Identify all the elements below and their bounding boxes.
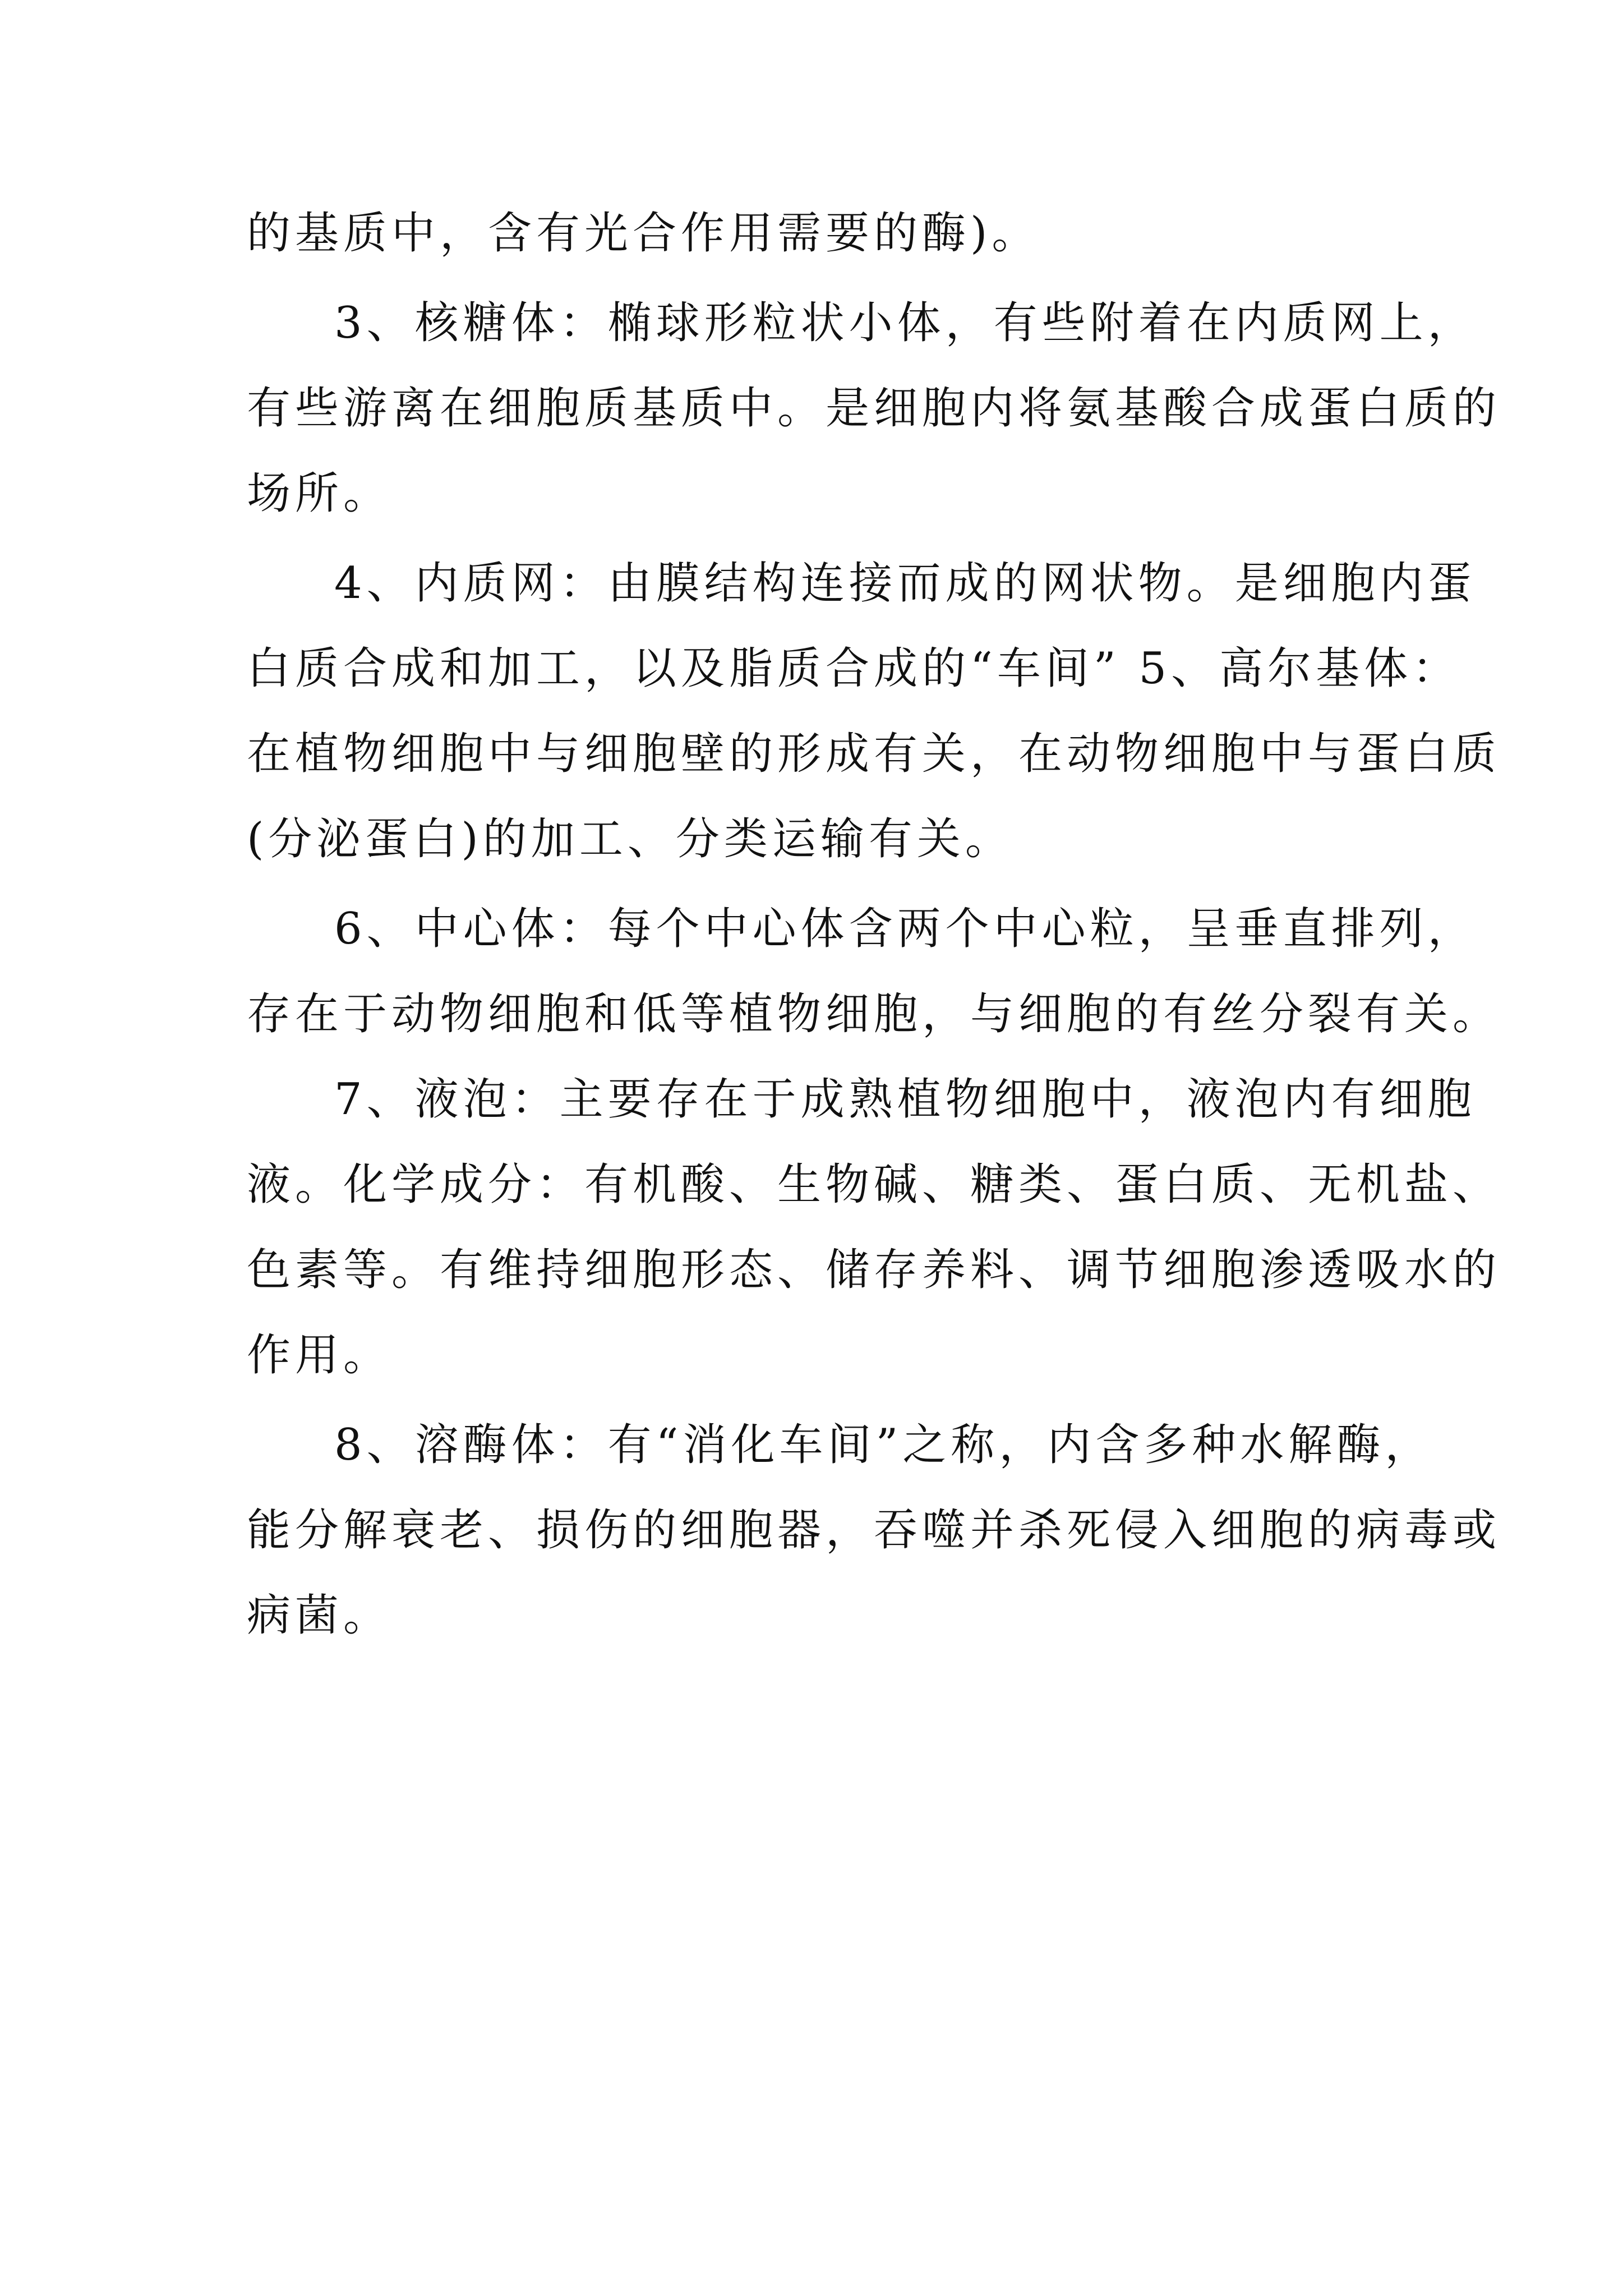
paragraph-line: 病菌。 — [247, 1590, 392, 1641]
paragraph-line: 能分解衰老、损伤的细胞器，吞噬并杀死侵入细胞的病毒或 — [247, 1505, 1501, 1556]
paragraph-line: 8、溶酶体：有“消化车间”之称，内含多种水解酶， — [334, 1420, 1433, 1470]
paragraph-line: 场所。 — [247, 468, 392, 519]
paragraph-centrosome — [247, 886, 1501, 1057]
paragraph-lysosome — [247, 1402, 1501, 1658]
paragraph-line: 存在于动物细胞和低等植物细胞，与细胞的有丝分裂有关。 — [247, 989, 1501, 1039]
paragraph-ribosome — [247, 280, 1501, 536]
paragraph-line: 7、液泡：主要存在于成熟植物细胞中，液泡内有细胞 — [334, 1074, 1476, 1125]
paragraph-line: 作用。 — [247, 1330, 392, 1381]
paragraph-line: 白质合成和加工，以及脂质合成的“车间” 5、高尔基体： — [247, 643, 1461, 694]
paragraph-line: 色素等。有维持细胞形态、储存养料、调节细胞渗透吸水的 — [247, 1245, 1501, 1295]
paragraph-line: 有些游离在细胞质基质中。是细胞内将氨基酸合成蛋白质的 — [247, 383, 1501, 434]
paragraph-line: 液。化学成分：有机酸、生物碱、糖类、蛋白质、无机盐、 — [247, 1159, 1501, 1210]
document-body — [247, 191, 1501, 1658]
paragraph-line: (分泌蛋白)的加工、分类运输有关。 — [247, 814, 1013, 864]
paragraph-line: 在植物细胞中与细胞壁的形成有关，在动物细胞中与蛋白质 — [247, 729, 1501, 779]
paragraph-chloroplast-continuation — [247, 191, 1413, 276]
paragraph-line: 4、内质网：由膜结构连接而成的网状物。是细胞内蛋 — [334, 558, 1476, 609]
paragraph-vacuole — [247, 1057, 1501, 1398]
paragraph-line: 3、核糖体：椭球形粒状小体，有些附着在内质网上， — [334, 298, 1476, 348]
paragraph-line: 的基质中，含有光合作用需要的酶)。 — [247, 208, 1040, 259]
paragraph-er-golgi — [247, 541, 1501, 882]
paragraph-line: 6、中心体：每个中心体含两个中心粒，呈垂直排列， — [334, 904, 1476, 954]
